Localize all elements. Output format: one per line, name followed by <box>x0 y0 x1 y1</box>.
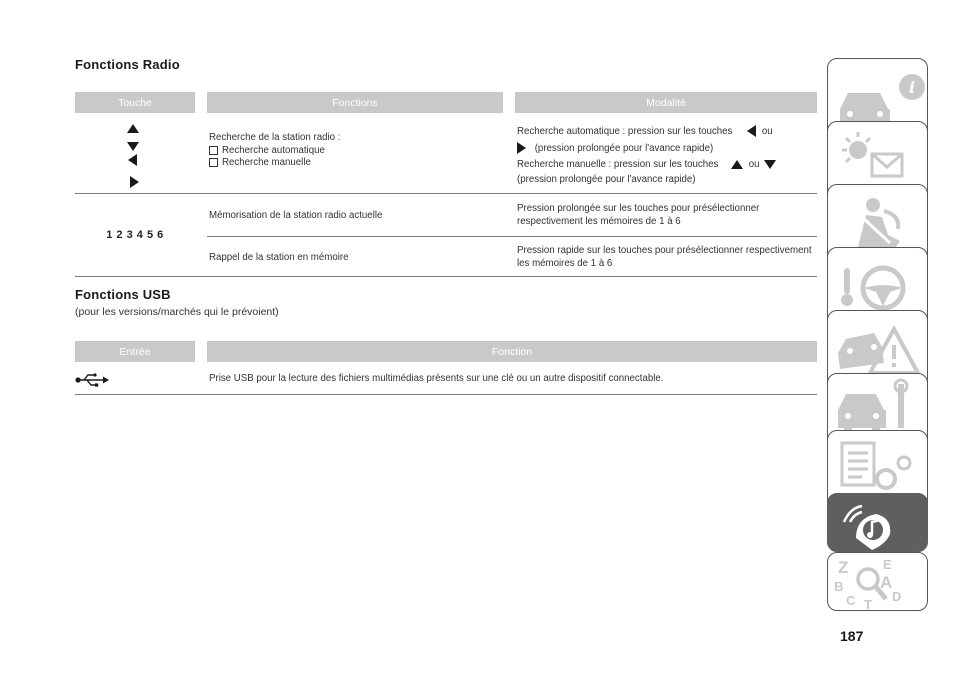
usb-section-title: Fonctions USB <box>75 287 171 302</box>
table-subrule <box>207 236 817 237</box>
tab-index[interactable] <box>827 552 928 611</box>
header-modalite: Modalité <box>515 92 817 113</box>
fonctions-cell-recherche <box>209 132 499 170</box>
preset-keys: 1 2 3 4 5 6 <box>106 229 164 241</box>
mod-line-4: (pression prolongée pour l'avance rapide) <box>517 173 696 185</box>
option-manual <box>209 157 499 170</box>
arrow-up-icon <box>731 160 743 169</box>
usb-subtitle: (pour les versions/marchés qui le prévoient) <box>75 306 279 318</box>
mod-line-3 <box>517 157 817 174</box>
mod-line-2-text: (pression prolongée pour l'avance rapide) <box>534 142 714 154</box>
header-fonctions: Fonctions <box>207 92 503 113</box>
fonctions-rappel: Rappel de la station en mémoire <box>209 252 349 263</box>
index-letter: C <box>846 593 856 608</box>
index-letter: A <box>880 573 893 592</box>
svg-text:i: i <box>908 78 916 97</box>
arrow-right-icon <box>130 176 139 188</box>
fonctions-recherche-title: Recherche de la station radio : <box>209 132 341 143</box>
mod-line-3-text: Recherche manuelle : pression sur les touches <box>517 159 719 170</box>
arrow-right-icon <box>517 142 526 154</box>
mod-line-1-text: Recherche automatique : pression sur les touches <box>517 126 733 137</box>
usb-icon <box>75 373 111 387</box>
option-manual-label: Recherche manuelle <box>222 157 311 169</box>
arrow-up-icon <box>127 124 139 133</box>
arrow-left-icon <box>747 125 756 137</box>
ou-text: ou <box>761 126 773 137</box>
mod-line-1 <box>517 124 817 141</box>
fonctions-memorisation: Mémorisation de la station radio actuelle <box>209 210 383 221</box>
checkbox-icon <box>209 158 218 167</box>
option-auto-label: Recherche automatique <box>222 144 325 156</box>
table-rule <box>75 276 817 277</box>
index-letter: Z <box>838 558 849 577</box>
arrow-down-icon <box>764 160 776 169</box>
modalite-memorisation: Pression prolongée sur les touches pour présélectionner respectivement les mémoires de 1 à 6 <box>517 203 760 227</box>
header-entree: Entrée <box>75 341 195 362</box>
tab-multimedia[interactable] <box>827 493 928 552</box>
multimedia-icon <box>828 494 929 553</box>
usb-fonction-text: Prise USB pour la lecture des fichiers multimédias présents sur une clé ou un autre dispositif connectable. <box>209 373 664 384</box>
ou-text: ou <box>748 159 760 170</box>
header-touche: Touche <box>75 92 195 113</box>
index-letter: B <box>834 579 844 594</box>
index-letter: D <box>892 589 902 604</box>
option-auto <box>209 145 499 158</box>
table-rule <box>75 193 817 194</box>
index-letter: T <box>864 597 872 612</box>
header-fonction: Fonction <box>207 341 817 362</box>
checkbox-icon <box>209 146 218 155</box>
modalite-rappel: Pression rapide sur les touches pour présélectionner respectivement les mémoires de 1 à 6 <box>517 245 812 269</box>
modalite-cell-recherche <box>517 124 817 186</box>
arrow-down-icon <box>127 142 139 151</box>
index-icon <box>828 553 929 612</box>
index-letter: E <box>883 557 892 572</box>
radio-section-title: Fonctions Radio <box>75 57 180 72</box>
table-rule <box>75 394 817 395</box>
mod-line-2 <box>517 141 817 158</box>
page-number: 187 <box>840 628 864 644</box>
arrow-left-icon <box>128 154 137 166</box>
